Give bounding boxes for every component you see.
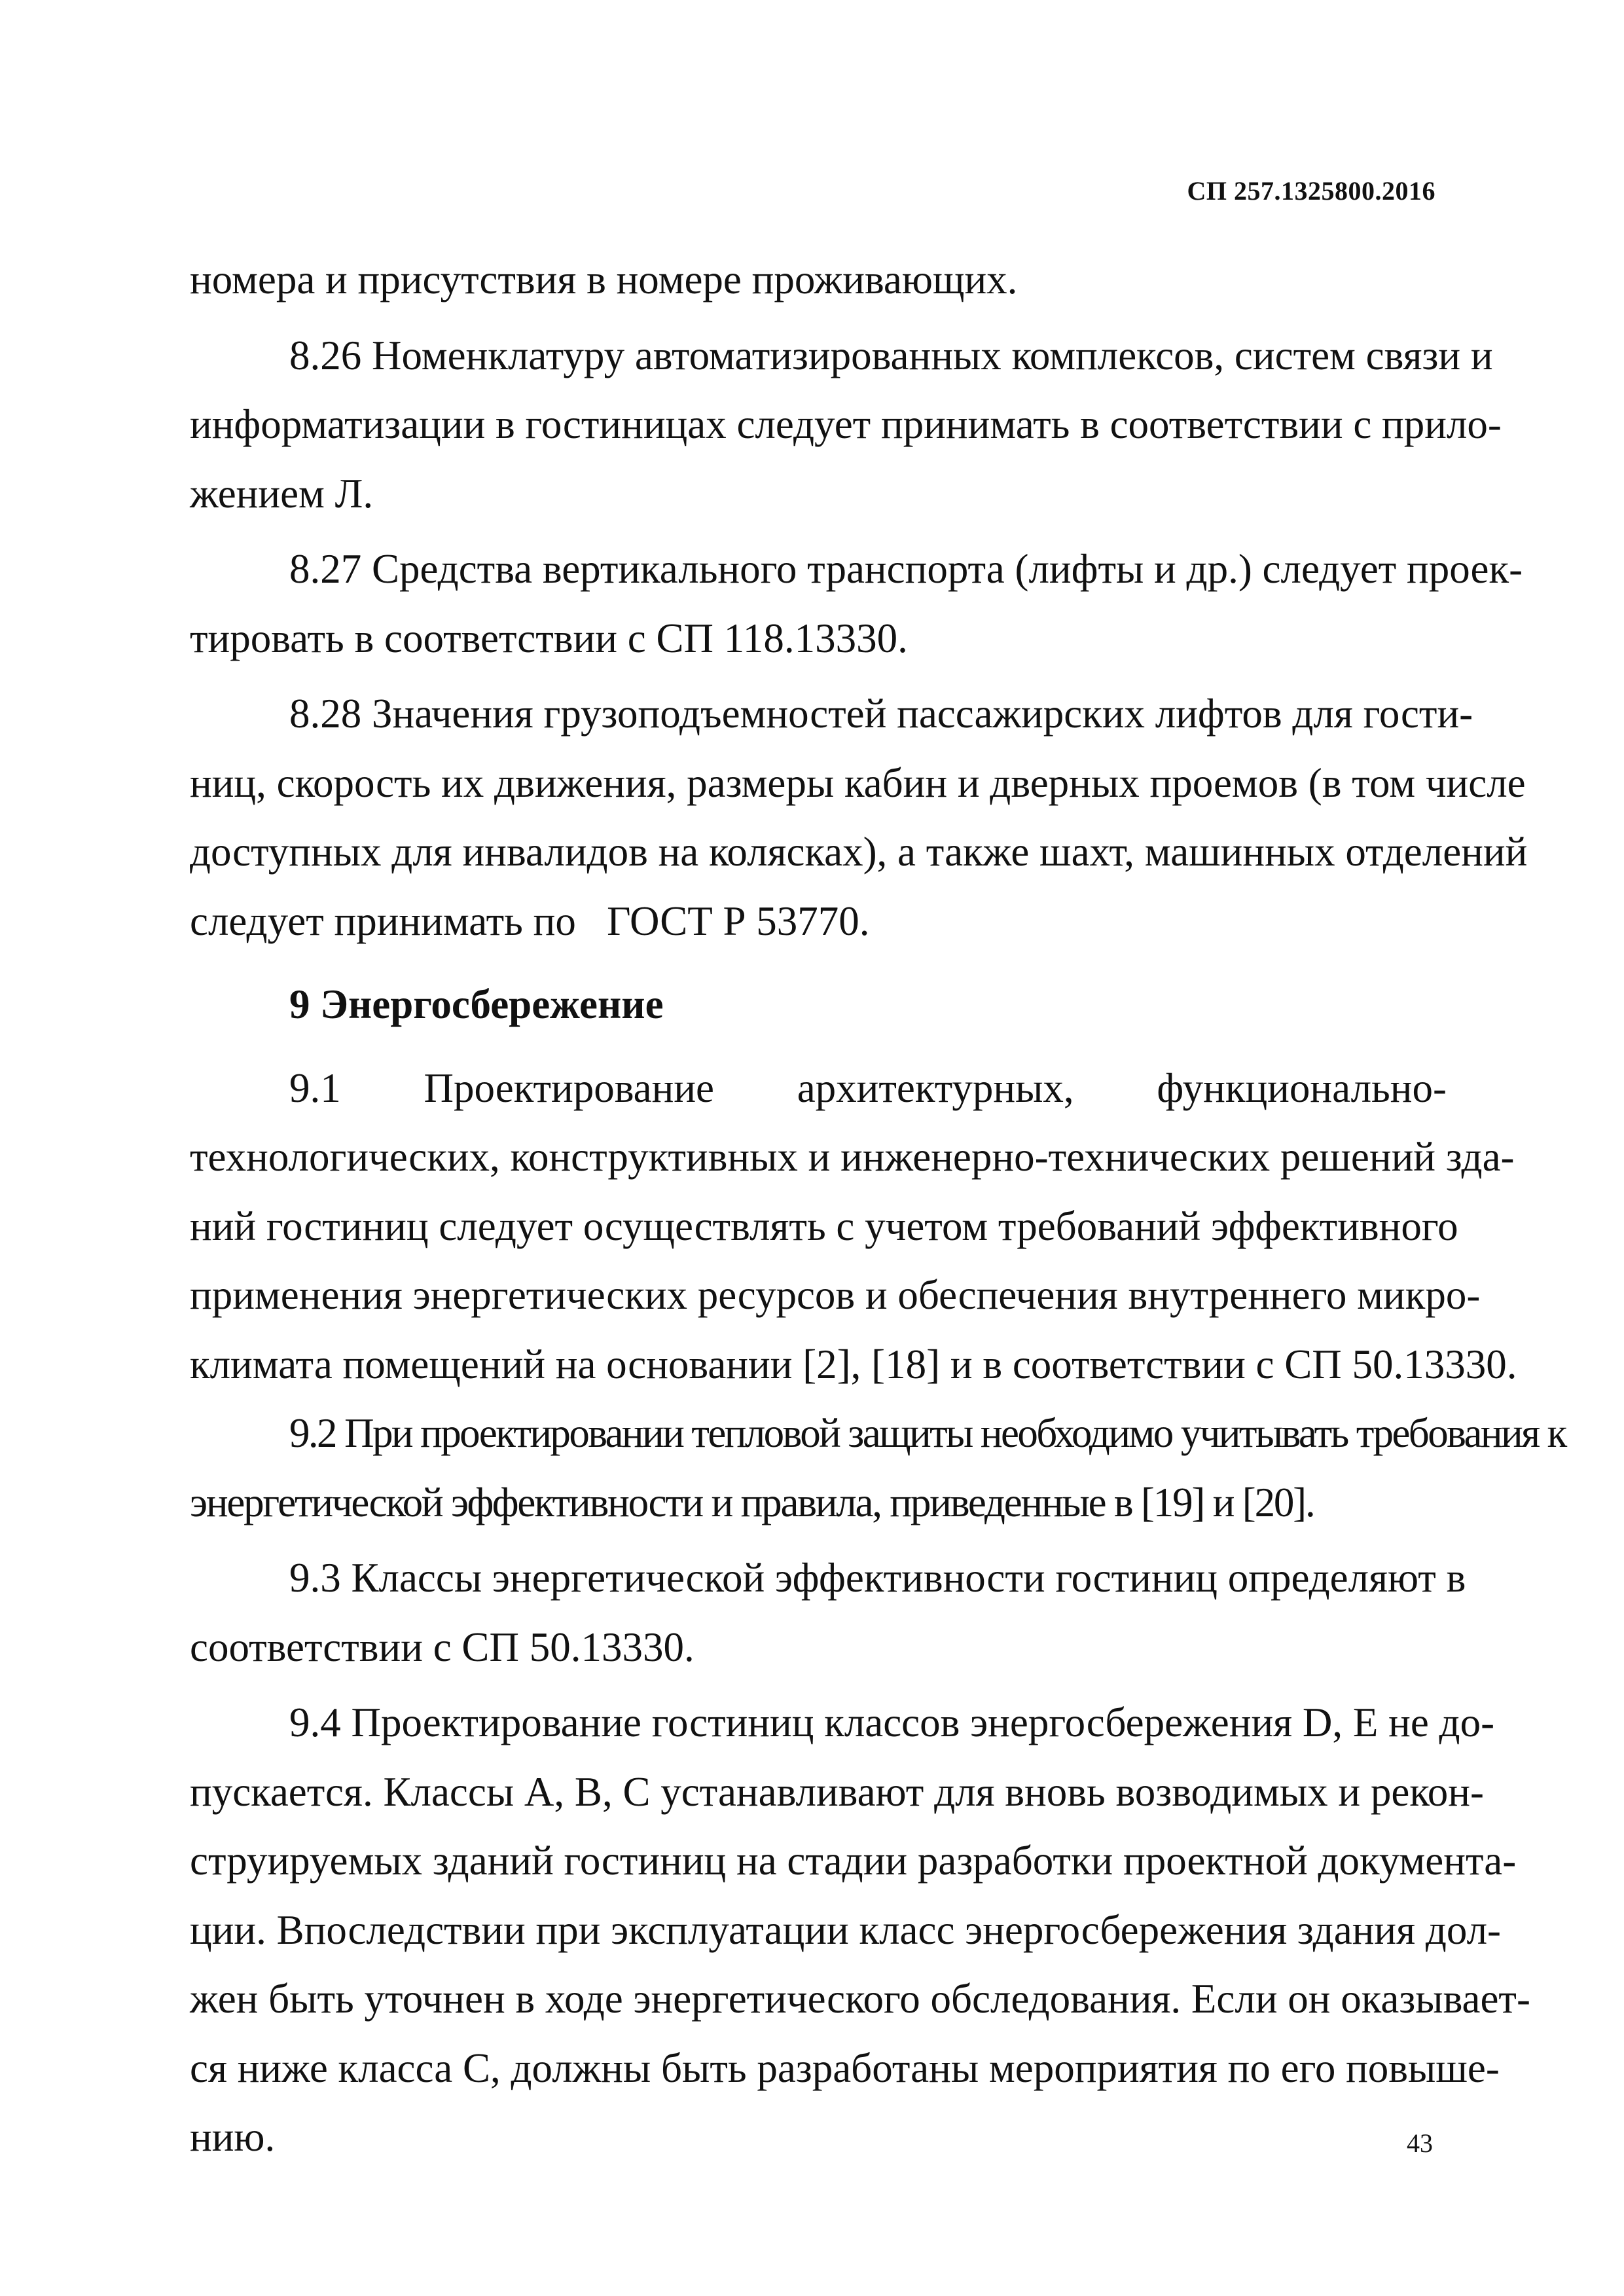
page-number: 43 bbox=[1407, 2128, 1433, 2158]
text-line: климата помещений на основании [2], [18] и в соответствии с СП 50.13330. bbox=[190, 1341, 1517, 1387]
text-line: соответствии с СП 50.13330. bbox=[190, 1624, 695, 1670]
text-line: жен быть уточнен в ходе энергетического обследования. Если он оказывает- bbox=[190, 1976, 1530, 2022]
text-line: пускается. Классы A, B, C устанавливают для вновь возводимых и рекон- bbox=[190, 1768, 1484, 1815]
text-line: тировать в соответствии с СП 118.13330. bbox=[190, 615, 908, 661]
text-line: ниц, скорость их движения, размеры кабин и дверных проемов (в том числе bbox=[190, 759, 1526, 806]
page-body bbox=[190, 246, 1566, 2172]
text-line: технологических, конструктивных и инженерно-технических решений зда- bbox=[190, 1134, 1515, 1180]
text-line: 8.28 Значения грузоподъемностей пассажирских лифтов для гости- bbox=[289, 691, 1473, 737]
paragraph-gap bbox=[190, 1537, 1447, 1544]
text-line: применения энергетических ресурсов и обеспечения внутреннего микро- bbox=[190, 1272, 1481, 1318]
text-line: следует принимать по ГОСТ Р 53770. bbox=[190, 898, 870, 944]
section-gap bbox=[190, 956, 1447, 970]
text-line: 9.2 При проектировании тепловой защиты необходимо учитывать требования к bbox=[289, 1410, 1566, 1456]
text-line: номера и присутствия в номере проживающих. bbox=[190, 257, 1018, 302]
paragraph-gap bbox=[190, 315, 1447, 321]
paragraph-gap bbox=[190, 528, 1447, 535]
text-line: 8.27 Средства вертикального транспорта (лифты и др.) следует проек- bbox=[289, 546, 1523, 592]
paragraph-gap bbox=[190, 1682, 1447, 1688]
text-line: жением Л. bbox=[190, 470, 374, 517]
text-line: нию. bbox=[190, 2114, 276, 2160]
text-line: 9.4 Проектирование гостиниц классов энергосбережения D, E не до- bbox=[289, 1700, 1495, 1745]
text-line: 8.26 Номенклатуру автоматизированных комплексов, систем связи и bbox=[289, 332, 1493, 378]
text-line: 9.3 Классы энергетической эффективности гостиниц определяют в bbox=[289, 1555, 1466, 1601]
document-code: СП 257.1325800.2016 bbox=[1187, 176, 1435, 206]
text-line: 9.1 Проектирование архитектурных, функционально- bbox=[289, 1065, 1447, 1111]
text-line: струируемых зданий гостиниц на стадии разработки проектной документа- bbox=[190, 1838, 1517, 1884]
text-line: информатизации в гостиницах следует принимать в соответствии с прило- bbox=[190, 401, 1502, 447]
text-line: доступных для инвалидов на колясках), а также шахт, машинных отделений bbox=[190, 829, 1528, 875]
section-heading: 9 Энергосбережение bbox=[289, 981, 664, 1027]
text-line: ся ниже класса С, должны быть разработаны мероприятия по его повыше- bbox=[190, 2045, 1500, 2091]
text-line: энергетической эффективности и правила, приведенные в [19] и [20]. bbox=[190, 1479, 1314, 1525]
text-line: ции. Впоследствии при эксплуатации класс энергосбережения здания дол- bbox=[190, 1906, 1501, 1953]
section-gap bbox=[190, 1040, 1447, 1054]
paragraph-gap bbox=[190, 673, 1447, 680]
text-line: ний гостиниц следует осуществлять с учетом требований эффективного bbox=[190, 1203, 1458, 1249]
